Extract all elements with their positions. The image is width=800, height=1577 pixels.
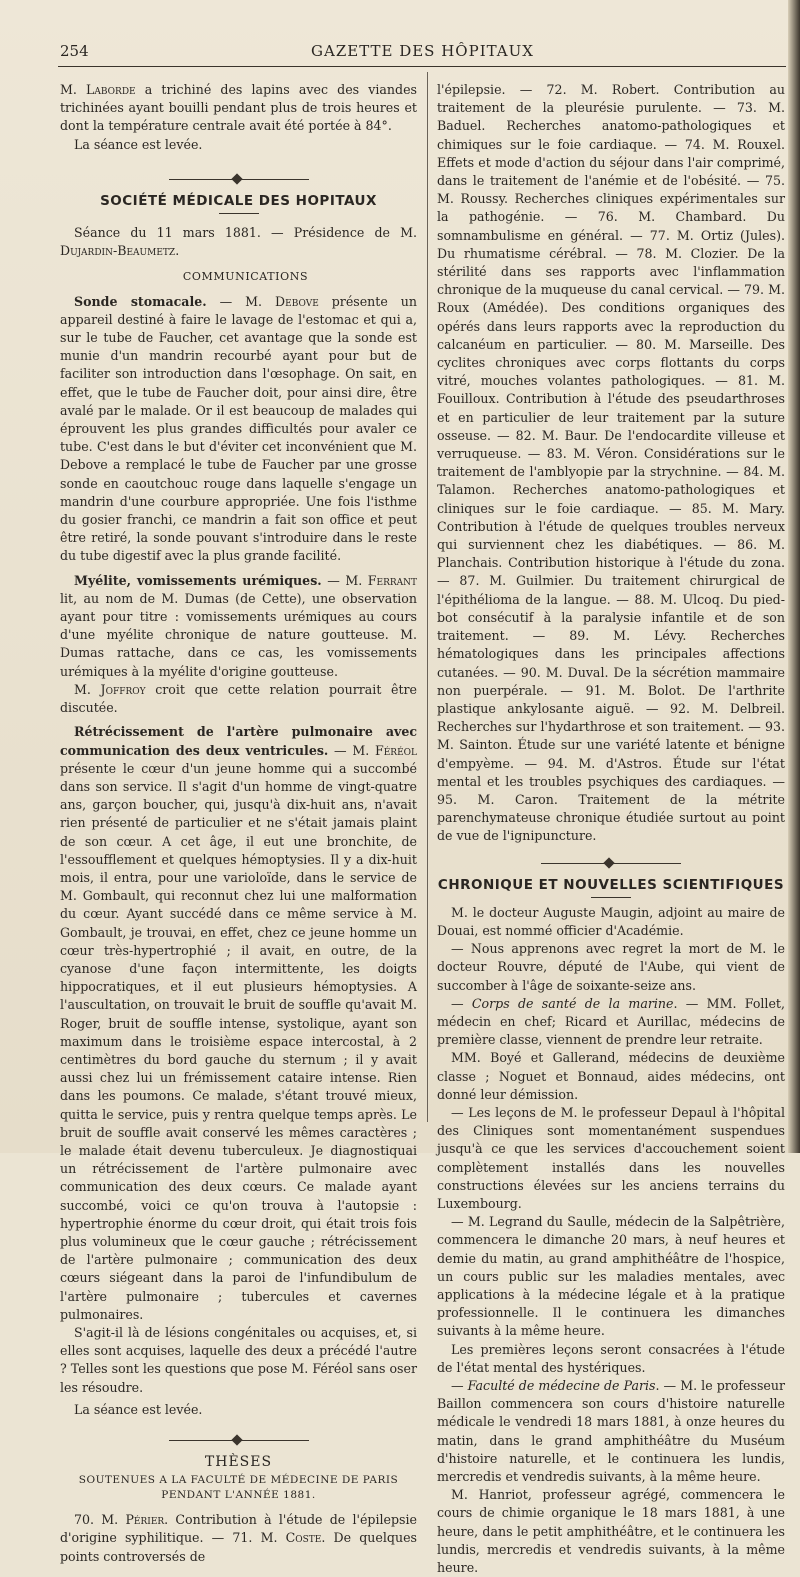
article-title: Rétrécissement de l'artère pulmonaire avec communication des deux ventricules. xyxy=(60,724,417,758)
president-name: Dujardin-Beaumetz xyxy=(60,243,176,259)
journal-title: GAZETTE DES HÔPITAUX xyxy=(311,42,534,60)
running-head xyxy=(60,42,785,64)
author-name: M. Joffroy xyxy=(74,681,146,697)
news-dash: — xyxy=(451,995,472,1011)
news-item: — Nous apprenons avec regret la mort de M. le docteur Rouvre, député de l'Aube, qui vient de succomber à l'âge de soixante-seize ans. xyxy=(437,941,785,993)
section-title: CHRONIQUE ET NOUVELLES SCIENTIFIQUES xyxy=(437,876,785,893)
news-item xyxy=(437,995,785,1050)
author-name: M. Féréol xyxy=(352,742,418,758)
news-item: M. le docteur Auguste Maugin, adjoint au maire de Douai, est nommé officier d'Académie. xyxy=(437,904,785,938)
news-item: MM. Boyé et Gallerand, médecins de deuxième classe ; Noguet et Bonnaud, aides médecins, ont donné leur démission. xyxy=(437,1050,785,1102)
seance-levee: La séance est levée. xyxy=(74,136,203,152)
news-item: Les premières leçons seront consacrées à l'étude de l'état mental des hystériques. xyxy=(437,1341,785,1375)
paragraph-text: croit que cette relation pourrait être discutée. xyxy=(60,681,418,716)
theses-list-continued: l'épilepsie. — 72. M. Robert. Contribution au traitement de la pleurésie purulente. — 73. M. Baduel. Recherches anatomo-pathologiques et chimiques sur le foie cardiaque. — 74. M. Rouxel. Effets et mode d'action du séjour dans l'air comprimé, dans le traitement de l'anémie et de l'obésité. — 75. M. Roussy. Recherches cliniques expérimentales sur la pathogénie. — 76. M. Chambard. Du somnambulisme en général. — 77. M. Ortiz (Jules). Du rhumatisme cérébral. — 78. M. Clozier. De la stérilité dans ses rapports avec l'inflammation chronique de la muqueuse du canal cervical. — 79. M. Roux (Amédée). Des conditions organiques des opérés dans leurs rapports avec la reproduction du calcanéum en particulier. — 80. M. Marseille. Des cyclites chroniques avec corps flottants du corps vitré, mouches volantes pathologiques. — 81. M. Fouilloux. Contribution à l'étude des pseudarthroses et en particulier de leur traitement par la suture osseuse. — 82. M. Baur. De l'endocardite villeuse et verruqueuse. — 83. M. Véron. Considérations sur le traitement de l'amblyopie par la strychnine. — 84. M. Talamon. Recherches anatomo-pathologiques et cliniques sur le foie cardiaque. — 85. M. Mary. Contribution à l'étude de quelques troubles nerveux qui surviennent chez les diabétiques. — 86. M. Planchais. Contribution historique à l'étude du zona. — 87. M. Guilmier. Du traitement chirurgical de l'épithélioma de la langue. — 88. M. Ulcoq. Du pied-bot consécutif à la paralysie infantile et de son traitement. — 89. M. Lévy. Recherches hématologiques dans les principales affections cutanées. — 90. M. Duval. De la sécrétion mammaire non puerpérale. — 91. M. Bolot. De l'arthrite plastique ankylosante aiguë. — 92. M. Delbreil. Recherches sur l'hydarthrose et son traitement. — 93. M. Sainton. Étude sur une variété latente et bénigne d'empyème. — 94. M. d'Astros. Étude sur l'état mental et les troubles psychiques des cardiaques. — 95. M. Caron. Traitement de la métrite parenchymateuse chronique étudiée surtout au point de vue de l'ignipuncture. xyxy=(437,82,785,844)
news-item xyxy=(437,1377,785,1486)
theses-text: . Contribution à l'étude de l'épilepsie d'origine syphilitique. — 71. M. xyxy=(60,1512,417,1546)
news-item: M. Hanriot, professeur agrégé, commencera le cours de chimie organique le 18 mars 1881, à une heure, dans le petit amphithéâtre, et le continuera les lundis, mercredis et vendredis suivants, à la même heure. xyxy=(437,1487,785,1576)
news-dash: — xyxy=(451,1378,468,1394)
author-name: Périer xyxy=(125,1512,165,1528)
right-column xyxy=(437,75,785,1577)
short-rule xyxy=(219,213,259,214)
ornament-divider xyxy=(169,172,309,188)
article-title: Sonde stomacale. xyxy=(74,293,207,309)
page-number: 254 xyxy=(60,42,89,60)
paragraph-text: présente un appareil destiné à faire le lavage de l'estomac et qui a, sur le tube de Faucher, cet avantage que la sonde est munie d'un mandrin recourbé ayant pour but de faciliter son introduction dans l'œsophage. On sait, en effet, que le tube de Faucher doit, pour ainsi dire, être avalé par le malade. Or il est beaucoup de malades qui éprouvent les plus grandes difficultés pour avaler ce tube. C'est dans le but d'éviter cet inconvénient que M. Debove a remplacé le tube de Faucher par une grosse sonde en caoutchouc rouge dans laquelle s'engage un mandrin d'une courbure appropriée. Une fois l'isthme du gosier franchi, ce mandrin a fait son office et peut être retiré, la sonde pouvant s'introduire dans le reste du tube digestif avec la plus grande facilité. xyxy=(60,293,417,564)
theses-subheading: SOUTENUES A LA FACULTÉ DE MÉDECINE DE PARIS xyxy=(78,1474,399,1487)
short-rule xyxy=(591,897,631,898)
news-heading: Faculté de médecine de Paris xyxy=(467,1378,656,1394)
communications-heading: COMMUNICATIONS xyxy=(182,270,309,284)
paragraph-joffroy xyxy=(60,681,417,717)
news-text: . — MM. Follet, médecin en chef; Ricard et Aurillac, médecins de première classe, viennent de prendre leur retraite. xyxy=(437,995,785,1048)
ornament-divider xyxy=(169,1433,309,1449)
author-name: M. Laborde xyxy=(60,82,136,97)
theses-year: PENDANT L'ANNÉE 1881. xyxy=(161,1489,316,1502)
theses-heading: THÈSES xyxy=(204,1454,273,1471)
author-name: Coste xyxy=(285,1530,322,1546)
news-item: — M. Legrand du Saulle, médecin de la Salpêtrière, commencera le dimanche 20 mars, à neuf heures et demie du matin, au grand amphithéâtre de l'hospice, un cours public sur les maladies mentales, avec applications à la médecine légale et à la pratique professionnelle. Il le continuera les dimanches suivants à la même heure. xyxy=(437,1214,785,1339)
ornament-divider xyxy=(541,856,681,872)
header-rule xyxy=(58,66,786,67)
paragraph-text: lit, au nom de M. Dumas (de Cette), une observation ayant pour titre : vomissements urémiques au cours d'une myélite chronique de nature goutteuse. M. Dumas rattache, dans ce cas, les vomissements urémiques à la myélite d'origine goutteuse. xyxy=(60,590,417,679)
book-spine-shadow xyxy=(788,0,800,1153)
seance-line xyxy=(60,224,417,260)
seance-text: Séance du 11 mars 1881. — Présidence de M. xyxy=(74,225,417,241)
article-title: Myélite, vomissements urémiques. xyxy=(74,572,322,588)
paragraph-questions: S'agit-il là de lésions congénitales ou acquises, et, si elles sont acquises, laquelle des deux a précédé l'autre ? Telles sont les questions que pose M. Féréol sans oser les résoudre. xyxy=(60,1325,417,1395)
paragraph-myelite: Myélite, vomissements urémiques. — M. Ferrant lit, au nom de M. Dumas (de Cette), une observation ayant pour titre : vomissements urémiques au cours d'une myélite chronique de nature goutteuse. M. Dumas rattache, dans ce cas, les vomissements urémiques à la myélite d'origine goutteuse. xyxy=(60,572,418,679)
seance-levee: La séance est levée. xyxy=(74,1401,203,1417)
paragraph-retrecissement: Rétrécissement de l'artère pulmonaire avec communication des deux ventricules. — M. Féréol présente le cœur d'un jeune homme qui a succombé dans son service. Il s'agit d'un homme de vingt-quatre ans, garçon boucher, qui, jusqu'à dix-huit ans, n'avait rien présenté de particulier et ne s'était jamais plaint de son cœur. A cet âge, il eut une bronchite, de l'essoufflement et quelques hémoptysies. Il y a dix-huit mois, il entra, pour une varioloïde, dans le service de M. Gombault, qui reconnut chez lui une malformation du cœur. Ayant succédé dans ce même service à M. Gombault, je trouvai, en effet, chez ce jeune homme un cœur très-hypertrophié ; il avait, en outre, de la cyanose d'une façon intermittente, les doigts hippocratiques, et il eut plusieurs hémoptysies. A l'auscultation, on trouvait le bruit de souffle qu'avait M. Roger, bruit de souffle intense, systolique, ayant son maximum dans le troisième espace intercostal, à 2 centimètres du bord gauche du sternum ; il y avait aussi chez lui un frémissement cataire intense. Rien dans les poumons. Ce malade, s'étant trouvé mieux, quitta le service, puis y rentra quelque temps après. Le bruit de souffle avait conservé les mêmes caractères ; le malade était devenu tuberculeux. Je diagnostiquai un rétrécissement de l'artère pulmonaire avec communication des deux cœurs. Ce malade ayant succombé, voici ce qu'on trouva à l'autopsie : hypertrophie énorme du cœur droit, qui était trois fois plus volumineux que le cœur gauche ; rétrécissement de l'artère pulmonaire ; communication des deux cœurs siégeant dans la paroi de l'infundibulum de l'artère pulmonaire ; tubercules et cavernes pulmonaires. xyxy=(60,724,418,1322)
paragraph-text: présente le cœur d'un jeune homme qui a succombé dans son service. Il s'agit d'un homme de vingt-quatre ans, garçon boucher, qui, jusqu'à dix-huit ans, n'avait rien présenté de particulier et ne s'était jamais plaint de son cœur. A cet âge, il eut une bronchite, de l'essoufflement et quelques hémoptysies. Il y a dix-huit mois, il entra, pour une varioloïde, dans le service de M. Gombault, qui reconnut chez lui une malformation du cœur. Ayant succédé dans ce même service à M. Gombault, je trouvai, en effet, chez ce jeune homme un cœur très-hypertrophié ; il avait, en outre, de la cyanose d'une façon intermittente, les doigts hippocratiques, et il eut plusieurs hémoptysies. A l'auscultation, on trouvait le bruit de souffle qu'avait M. Roger, bruit de souffle intense, systolique, ayant son maximum dans le troisième espace intercostal, à 2 centimètres du bord gauche du sternum ; il y avait aussi chez lui un frémissement cataire intense. Rien dans les poumons. Ce malade, s'étant trouvé mieux, quitta le service, puis y rentra quelque temps après. Le bruit de souffle avait conservé les mêmes caractères ; le malade était devenu tuberculeux. Je diagnostiquai un rétrécissement de l'artère pulmonaire avec communication des deux cœurs. Ce malade ayant succombé, voici ce qu'on trouva à l'autopsie : hypertrophie énorme du cœur droit, qui était trois fois plus volumineux que le cœur gauche ; rétrécissement de l'artère pulmonaire ; communication des deux cœurs siégeant dans la paroi de l'infundibulum de l'artère pulmonaire ; tubercules et cavernes pulmonaires. xyxy=(60,760,417,1322)
column-divider xyxy=(427,72,428,1122)
paragraph-text: a trichiné des lapins avec des viandes trichinées ayant bouilli pendant plus de trois heures et dont la température centrale avait été portée à 84°. xyxy=(60,82,417,134)
paragraph-laborde xyxy=(60,81,417,136)
author-name: M. Ferrant xyxy=(345,572,418,588)
news-heading: Corps de santé de la marine xyxy=(471,995,674,1011)
theses-text: . De quelques points controversés de xyxy=(60,1530,417,1564)
section-title: SOCIÉTÉ MÉDICALE DES HOPITAUX xyxy=(100,192,377,209)
news-text: . — M. le professeur Baillon commencera son cours d'histoire naturelle médicale le vendredi 18 mars 1881, à onze heures du matin, dans le grand amphithéâtre du Muséum d'histoire naturelle, et le continuera les lundis, mercredis et vendredis suivants, à la même heure. xyxy=(437,1378,785,1485)
left-column xyxy=(60,75,417,1566)
theses-text: 70. M. xyxy=(74,1512,126,1528)
author-name: M. Debove xyxy=(245,293,319,309)
paragraph-sonde: Sonde stomacale. — M. Debove présente un appareil destiné à faire le lavage de l'estomac et qui a, sur le tube de Faucher, cet avantage que la sonde est munie d'un mandrin recourbé ayant pour but de faciliter son introduction dans l'œsophage. On sait, en effet, que le tube de Faucher doit, pour ainsi dire, être avalé par le malade. Or il est beaucoup de malades qui éprouvent les plus grandes difficultés pour avaler ce tube. C'est dans le but d'éviter cet inconvénient que M. Debove a remplacé le tube de Faucher par une grosse sonde en caoutchouc rouge dans laquelle s'engage un mandrin d'une courbure appropriée. Une fois l'isthme du gosier franchi, ce mandrin a fait son office et peut être retiré, la sonde pouvant s'introduire dans le reste du tube digestif avec la plus grande facilité. xyxy=(60,293,417,564)
news-item: — Les leçons de M. le professeur Depaul à l'hôpital des Cliniques sont momentanément suspendues jusqu'à ce que les services d'accouchement soient complètement installés dans les nouvelles constructions élevées sur les anciens terrains du Luxembourg. xyxy=(437,1104,785,1211)
seance-end: . xyxy=(175,243,180,259)
theses-list xyxy=(60,1511,417,1566)
